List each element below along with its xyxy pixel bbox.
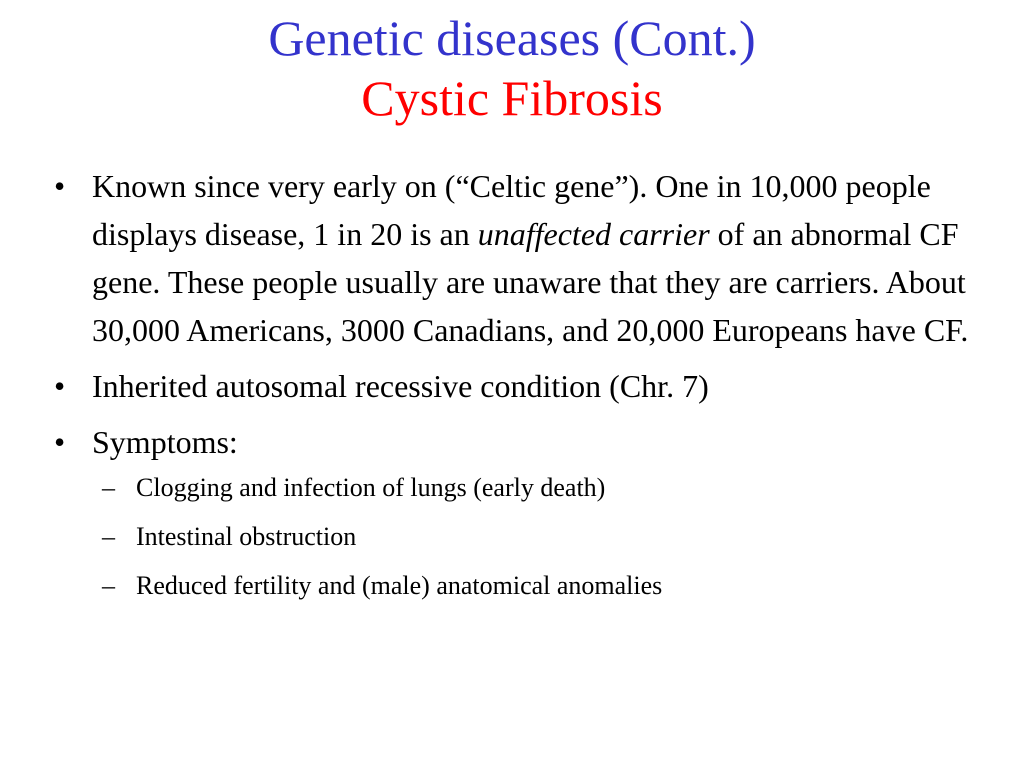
- sub-bullet-text: Intestinal obstruction: [136, 522, 357, 551]
- bullet-text: Symptoms:: [92, 424, 238, 460]
- sub-bullet-marker: –: [102, 522, 115, 551]
- bullet-item: [54, 418, 984, 604]
- bullet-text-segment: Known since very early on (“Celtic gene”). One in 10,000 people displays disease, 1 in 20 is an: [92, 168, 931, 252]
- bullet-item: [54, 362, 984, 410]
- sub-bullet-text: Reduced fertility and (male) anatomical anomalies: [136, 571, 663, 600]
- slide-subtitle: Cystic Fibrosis: [361, 70, 663, 126]
- sub-bullet-list: [92, 470, 984, 604]
- title-block: [0, 8, 1024, 128]
- slide-title: Genetic diseases (Cont.): [268, 10, 756, 66]
- bullet-list: [54, 162, 984, 617]
- bullet-text: Inherited autosomal recessive condition (Chr. 7): [92, 368, 709, 404]
- sub-bullet-marker: –: [102, 473, 115, 502]
- bullet-marker: •: [54, 368, 66, 404]
- bullet-item: [54, 162, 984, 354]
- bullet-text: [92, 168, 968, 348]
- sub-bullet-item: [92, 519, 984, 555]
- bullet-text-emphasis: unaffected carrier: [477, 216, 710, 252]
- bullet-text-segment: of an abnormal CF gene. These people usually are unaware that they are carriers. About 30,000 Americans, 3000 Canadians, and 20,000 Europeans have CF.: [92, 216, 969, 348]
- sub-bullet-marker: –: [102, 571, 115, 600]
- bullet-marker: •: [54, 424, 66, 460]
- bullet-marker: •: [54, 168, 66, 204]
- sub-bullet-item: [92, 568, 984, 604]
- sub-bullet-item: [92, 470, 984, 506]
- sub-bullet-text: Clogging and infection of lungs (early death): [136, 473, 606, 502]
